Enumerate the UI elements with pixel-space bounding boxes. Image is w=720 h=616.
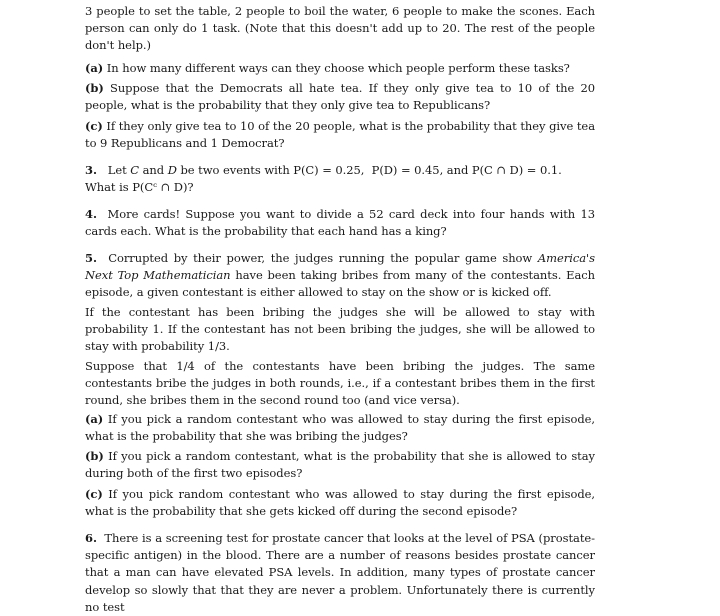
q5c-label: (c) bbox=[85, 487, 103, 501]
q5-p3-text: Suppose that 1/4 of the contestants have been bribing the judges. The same contestants bribe the judges in both rounds, i.e., if a contestant bribes them in the first round, she bribes them in the second round too (and vice versa). bbox=[85, 359, 595, 408]
q5-p2-text: If the contestant has been bribing the judges she will be allowed to stay with probability 1. If the contestant has not been bribing the judges, she will be allowed to stay with probability 1/3. bbox=[85, 305, 595, 354]
q3-prob-d: P(D) = 0.45, bbox=[371, 163, 444, 177]
q2a-text: In how many different ways can they choose which people perform these tasks? bbox=[106, 61, 570, 75]
q4-text: More cards! Suppose you want to divide a 52 card deck into four hands with 13 cards each. What is the probability that each hand has a king? bbox=[85, 207, 595, 239]
question-2b bbox=[85, 80, 595, 114]
q5a-label: (a) bbox=[85, 412, 104, 426]
q5c-text: If you pick random contestant who was allowed to stay during the first episode, what is the probability that she gets kicked off during the second episode? bbox=[85, 487, 595, 519]
q5-show-title: America's Next Top Mathematician bbox=[85, 251, 595, 283]
question-5b bbox=[85, 448, 595, 482]
intro-paragraph bbox=[85, 3, 595, 55]
q3-text-a: Let bbox=[107, 163, 131, 177]
q5-text-b: have been taking bribes from many of the contestants. Each episode, a given contestant is either allowed to stay on the show or is kicked off. bbox=[85, 268, 596, 300]
q6-number: 6. bbox=[85, 531, 97, 545]
q3-event-c: C bbox=[130, 163, 140, 177]
q2c-label: (c) bbox=[85, 119, 103, 133]
q2b-label: (b) bbox=[85, 81, 104, 95]
q2a-label: (a) bbox=[85, 61, 104, 75]
q5a-text: If you pick a random contestant who was allowed to stay during the first episode, what is the probability that she was bribing the judges? bbox=[85, 412, 596, 444]
q3-text-c: be two events with bbox=[176, 163, 294, 177]
question-5-paragraph-2 bbox=[85, 304, 595, 356]
q5b-label: (b) bbox=[85, 449, 104, 463]
q5-text-a: Corrupted by their power, the judges running the popular game show bbox=[108, 251, 538, 265]
q3-prob-c: P(C) = 0.25, bbox=[293, 163, 365, 177]
question-5-paragraph-3 bbox=[85, 358, 595, 410]
question-2a bbox=[85, 60, 595, 77]
question-4 bbox=[85, 206, 595, 240]
q4-number: 4. bbox=[85, 207, 97, 221]
q3-prob-cd: P(C ∩ D) = 0.1. bbox=[471, 163, 562, 177]
q5-number: 5. bbox=[85, 251, 97, 265]
intro-text: 3 people to set the table, 2 people to boil the water, 6 people to make the scones. Each person can only do 1 task. (Note that this doesn't add up to 20. The rest of the people don't help.) bbox=[85, 4, 595, 53]
question-5c bbox=[85, 486, 595, 520]
q3-event-d: D bbox=[167, 163, 177, 177]
question-5 bbox=[85, 250, 595, 302]
q2b-text: Suppose that the Democrats all hate tea. If they only give tea to 10 of the 20 people, what is the probability that they only give tea to Republicans? bbox=[85, 81, 596, 113]
question-2c bbox=[85, 118, 595, 152]
q3-number: 3. bbox=[85, 163, 97, 177]
q3-what: What is bbox=[85, 180, 133, 195]
q3-text-b: and bbox=[139, 163, 168, 177]
q3-and: and bbox=[446, 163, 469, 177]
question-5a bbox=[85, 411, 595, 445]
question-3 bbox=[85, 162, 595, 196]
q5b-text: If you pick a random contestant, what is the probability that she is allowed to stay during both of the first two episodes? bbox=[85, 449, 595, 481]
q3-ask: P(Cᶜ ∩ D)? bbox=[132, 180, 194, 195]
question-6 bbox=[85, 530, 595, 616]
q2c-text: If they only give tea to 10 of the 20 people, what is the probability that they give tea to 9 Republicans and 1 Democrat? bbox=[85, 119, 595, 151]
q6-text: There is a screening test for prostate cancer that looks at the level of PSA (prostate-specific antigen) in the blood. There are a number of reasons besides prostate cancer that a man can have elevated PSA levels. In addition, many types of prostate cancer develop so slowly that that they are never a problem. Unfortunately there is currently no test bbox=[85, 531, 596, 614]
